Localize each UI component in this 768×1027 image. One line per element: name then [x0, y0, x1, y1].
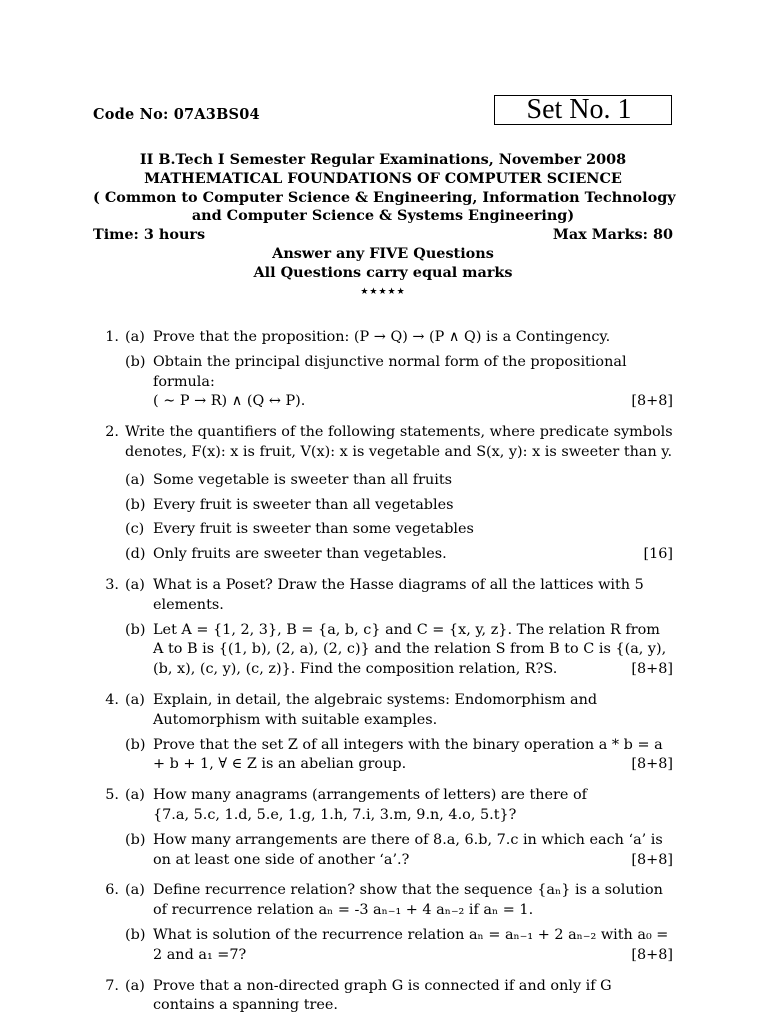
exam-time: Time: 3 hours: [93, 226, 206, 244]
question-number: 6.: [105, 882, 119, 899]
question-part: (b) How many arrangements are there of 8.a, 6.b, 7.c in which each ‘a’ is on at least one side of another ‘a’.? [8+8]: [125, 831, 673, 871]
question-number: 4.: [105, 691, 119, 708]
marks-label: [8+8]: [631, 393, 673, 410]
question-6: [93, 881, 673, 970]
question-4: [93, 691, 673, 780]
question-part: (b) Prove that the set Z of all integers with the binary operation a * b = a + b + 1, ∀ ∈ Z is an abelian group. [8+8]: [125, 736, 673, 776]
question-part: (b) What is solution of the recurrence relation aₙ = aₙ₋₁ + 2 aₙ₋₂ with a₀ = 2 and a₁ =7? [8+8]: [125, 926, 673, 966]
question-part: (a) Define recurrence relation? show that the sequence {aₙ} is a solution of recurrence relation aₙ = -3 aₙ₋₁ + 4 aₙ₋₂ if aₙ = 1.: [125, 882, 663, 919]
question-part: (d) Only fruits are sweeter than vegetables. [16]: [125, 545, 673, 565]
question-part: (a) Prove that the proposition: (P → Q) → (P ∧ Q) is a Contingency.: [125, 329, 611, 345]
question-3: [93, 576, 673, 685]
question-number: 2.: [105, 424, 119, 441]
instruction-answer: Answer any FIVE Questions: [272, 244, 494, 262]
branches-line-2: and Computer Science & Systems Engineering): [191, 207, 575, 225]
stars-divider: ★★★★★: [360, 286, 406, 297]
question-list: [93, 328, 673, 1027]
marks-label: [8+8]: [631, 851, 673, 868]
marks-label: [8+8]: [631, 946, 673, 963]
question-part: (b) Let A = {1, 2, 3}, B = {a, b, c} and C = {x, y, z}. The relation R from A to B is {(1, b), (2, a), (2, c)} and the relation S from B to C is {(a, y), (b, x), (c, y), (c, z)}. Find the composition relation, R?S. [8+8]: [125, 621, 673, 680]
marks-label: [8+8]: [631, 661, 673, 678]
code-number: Code No: 07A3BS04: [93, 106, 260, 123]
question-1: [93, 328, 673, 417]
question-7: [93, 977, 673, 1022]
question-text: Write the quantifiers of the following statements, where predicate symbols denotes, F(x): x is fruit, V(x): x is vegetable and S(x, y): x is sweeter than y.: [125, 424, 673, 460]
exam-title-line: II B.Tech I Semester Regular Examinations, November 2008: [139, 151, 627, 168]
question-part: (a) Some vegetable is sweeter than all fruits: [125, 471, 453, 488]
question-part: (b) Obtain the principal disjunctive normal form of the propositional formula: ( ∼ P → R) ∧ (Q ↔ P). [8+8]: [125, 353, 673, 412]
marks-label: [16]: [643, 546, 673, 563]
branches-line-1: ( Common to Computer Science & Engineering, Information Technology: [93, 188, 676, 206]
question-number: 3.: [105, 576, 119, 593]
exam-header: [93, 151, 676, 301]
set-number-box: [494, 95, 672, 125]
question-part: (a) What is a Poset? Draw the Hasse diagrams of all the lattices with 5 elements.: [125, 576, 644, 613]
max-marks: Max Marks: 80: [552, 226, 673, 244]
question-number: 7.: [105, 977, 119, 994]
time-marks-row: [93, 226, 673, 245]
question-number: 5.: [105, 787, 119, 804]
subject-title: MATHEMATICAL FOUNDATIONS OF COMPUTER SCIENCE: [144, 169, 622, 187]
question-part: (c) Every fruit is sweeter than some vegetables: [125, 521, 474, 538]
marks-label: [8+8]: [631, 756, 673, 773]
question-part: (a) Explain, in detail, the algebraic systems: Endomorphism and Automorphism with suitable examples.: [125, 691, 598, 728]
question-part: (b) Every fruit is sweeter than all vegetables: [125, 496, 454, 513]
question-part: (a) Prove that a non-directed graph G is connected if and only if G contains a spanning tree.: [125, 977, 612, 1014]
question-part: (a) How many anagrams (arrangements of letters) are there of {7.a, 5.c, 1.d, 5.e, 1.g, 1.h, 7.i, 3.m, 9.n, 4.o, 5.t}?: [125, 787, 588, 823]
set-number: Set No. 1: [526, 94, 632, 125]
question-2: [93, 423, 673, 570]
question-5: [93, 786, 673, 875]
instruction-marks: All Questions carry equal marks: [253, 263, 513, 281]
question-number: 1.: [105, 329, 119, 345]
